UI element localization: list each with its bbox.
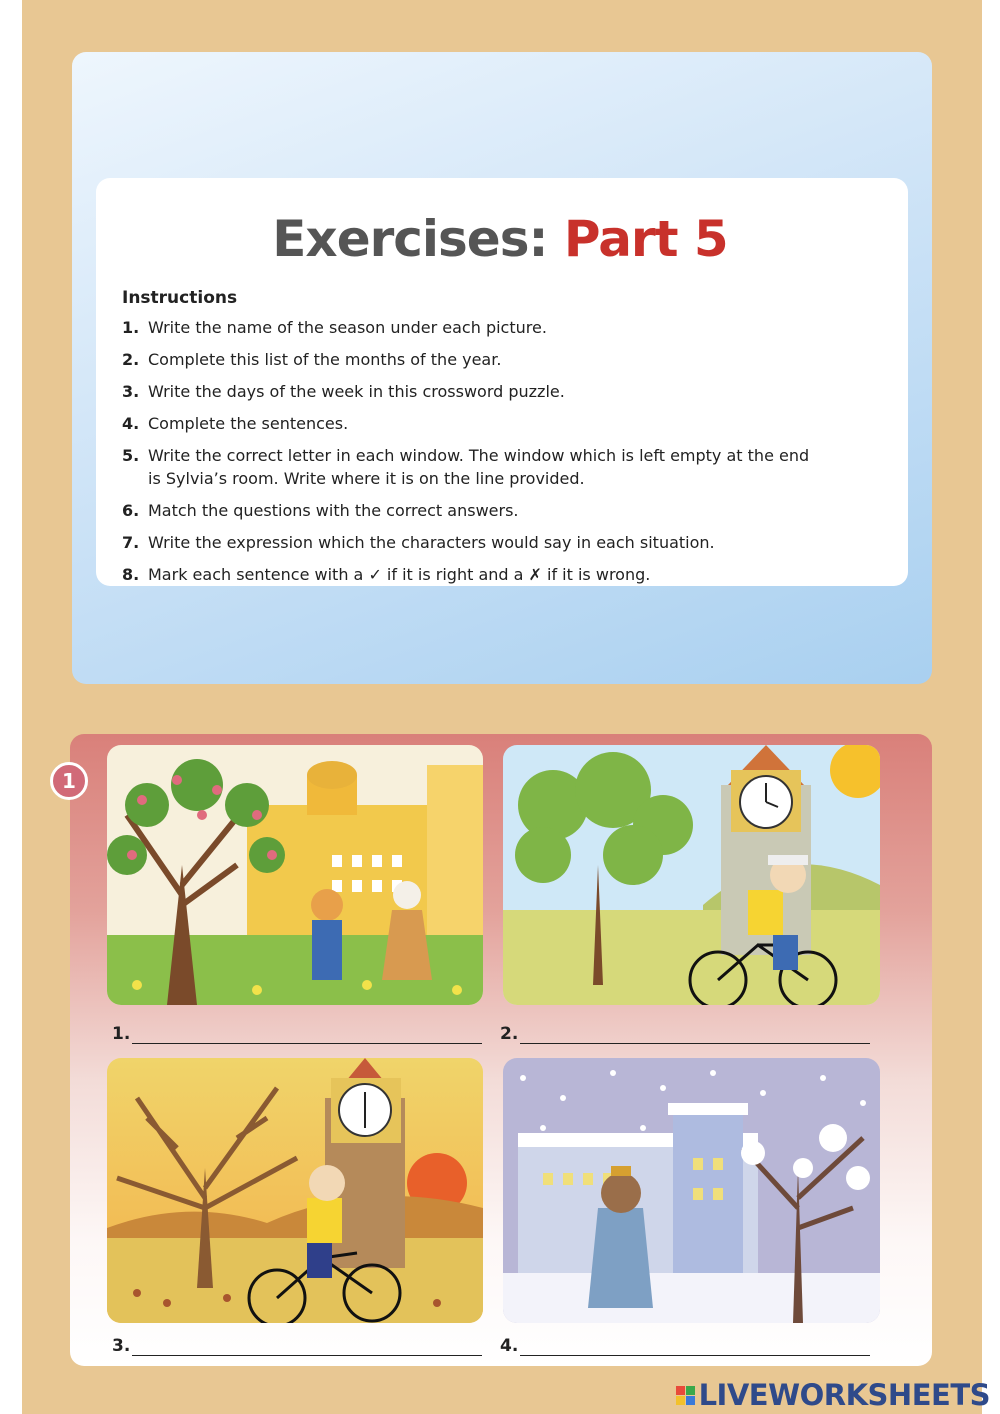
spring-picture	[107, 745, 483, 1005]
list-item	[122, 563, 822, 586]
exercise-number-badge: 1	[50, 762, 88, 800]
answer-line[interactable]	[520, 1337, 870, 1356]
answer-2[interactable]	[500, 1024, 870, 1044]
answer-line[interactable]	[520, 1025, 870, 1044]
item-number: 6.	[122, 501, 140, 520]
item-text: Write the correct letter in each window. The window which is left empty at the end is Sylvia’s room. Write where it is on the line provided.	[148, 446, 810, 488]
brand-name: LIVEWORKSHEETS	[698, 1378, 990, 1412]
instructions-heading: Instructions	[122, 288, 238, 308]
item-text: Match the questions with the correct answers.	[148, 501, 519, 520]
list-item	[122, 499, 822, 522]
list-item	[122, 380, 822, 403]
answer-3[interactable]	[112, 1336, 482, 1356]
item-number: 1.	[122, 318, 140, 337]
list-item	[122, 316, 822, 339]
item-number: 7.	[122, 533, 140, 552]
item-number: 8.	[122, 565, 140, 584]
liveworksheets-icon	[676, 1386, 695, 1405]
answer-label: 1.	[112, 1024, 131, 1044]
item-number: 4.	[122, 414, 140, 433]
item-number: 3.	[122, 382, 140, 401]
answer-label: 4.	[500, 1336, 519, 1356]
list-item	[122, 444, 822, 490]
autumn-picture	[107, 1058, 483, 1323]
item-number: 5.	[122, 446, 140, 465]
item-text: Write the days of the week in this crossword puzzle.	[148, 382, 565, 401]
answer-label: 3.	[112, 1336, 131, 1356]
answer-label: 2.	[500, 1024, 519, 1044]
item-text: Write the expression which the characters would say in each situation.	[148, 533, 715, 552]
title-part: Part 5	[563, 210, 728, 268]
item-text: Complete this list of the months of the year.	[148, 350, 502, 369]
list-item	[122, 412, 822, 435]
instructions-list	[122, 316, 822, 595]
answer-line[interactable]	[132, 1025, 482, 1044]
item-number: 2.	[122, 350, 140, 369]
page-title	[0, 210, 1000, 268]
answer-4[interactable]	[500, 1336, 870, 1356]
answer-1[interactable]	[112, 1024, 482, 1044]
title-main: Exercises:	[272, 210, 548, 268]
list-item	[122, 531, 822, 554]
item-text: Write the name of the season under each picture.	[148, 318, 547, 337]
answer-line[interactable]	[132, 1337, 482, 1356]
item-text: Complete the sentences.	[148, 414, 349, 433]
summer-picture	[503, 745, 880, 1005]
liveworksheets-logo	[676, 1378, 990, 1412]
list-item	[122, 348, 822, 371]
item-text: Mark each sentence with a ✓ if it is right and a ✗ if it is wrong.	[148, 565, 651, 584]
winter-picture	[503, 1058, 880, 1323]
